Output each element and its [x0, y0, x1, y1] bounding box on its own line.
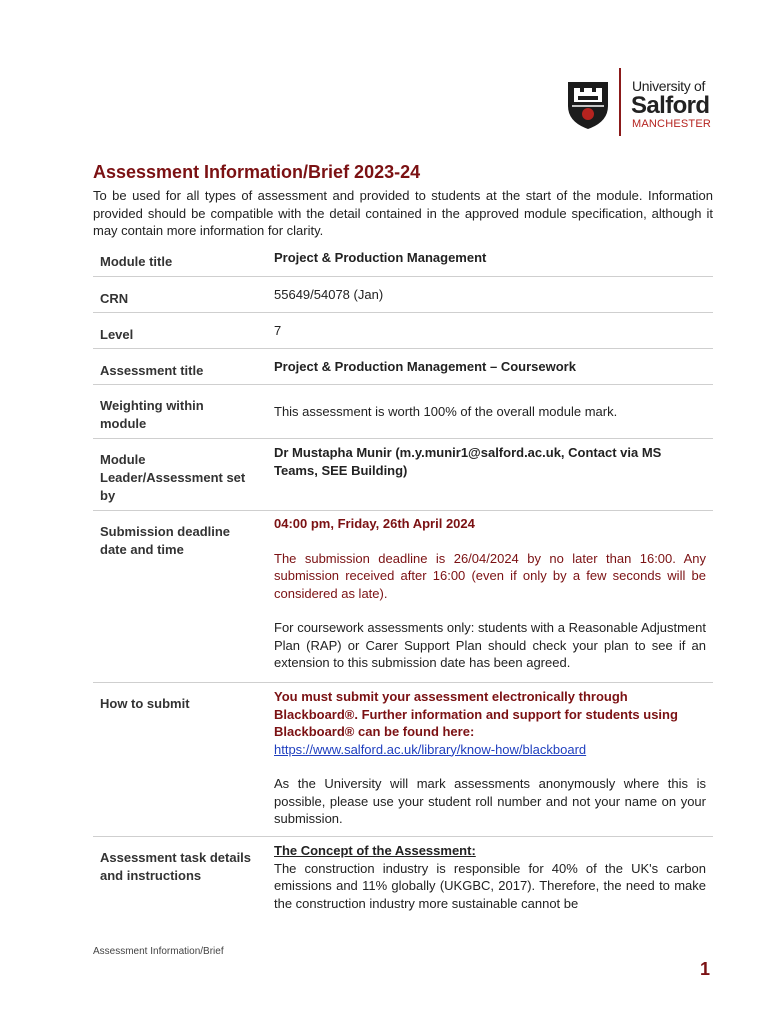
row-how-to-submit — [93, 683, 713, 837]
row-value: 55649/54078 (Jan) — [274, 287, 384, 302]
concept-paragraph: The construction industry is responsible for 40% of the UK's carbon emissions and 11% globally (UKGBC, 2017). Therefore, the need to make the construction industry more sustainable cannot be — [274, 860, 706, 911]
row-label: CRN — [100, 291, 129, 306]
deadline-headline: 04:00 pm, Friday, 26th April 2024 — [274, 516, 475, 531]
logo-line-1: University of — [632, 78, 706, 94]
row-level — [93, 313, 713, 349]
document-heading: Assessment Information/Brief 2023-24 — [93, 162, 421, 182]
row-assessment-title — [93, 349, 713, 385]
row-submission-deadline — [93, 511, 713, 683]
page-number: 1 — [700, 959, 711, 979]
row-label: Assessment task details and instructions — [100, 850, 252, 883]
row-value: Project & Production Management – Coursework — [274, 359, 576, 374]
row-label: Assessment title — [100, 363, 204, 378]
anonymous-marking-paragraph: As the University will mark assessments anonymously where this is possible, please use your student roll number and not your name on your submission. — [274, 776, 706, 826]
row-label: Weighting within module — [100, 398, 204, 431]
row-value — [274, 688, 706, 828]
row-value: 7 — [274, 323, 282, 338]
row-label: Submission deadline date and time — [100, 524, 231, 557]
row-label: Module title — [100, 254, 173, 269]
university-crest-icon — [566, 78, 610, 130]
blackboard-link[interactable]: https://www.salford.ac.uk/library/know-how/blackboard — [274, 741, 587, 757]
logo-line-3: MANCHESTER — [632, 118, 712, 130]
row-value: Dr Mustapha Munir (m.y.munir1@salford.ac.uk, Contact via MS Teams, SEE Building) — [274, 445, 662, 478]
assessment-info-table — [93, 240, 713, 922]
row-label: How to submit — [100, 696, 190, 711]
row-task-details — [93, 837, 713, 922]
footer-label: Assessment Information/Brief — [93, 946, 224, 957]
row-module-leader — [93, 439, 713, 511]
university-logo — [566, 68, 716, 138]
row-weighting — [93, 385, 713, 439]
row-module-title — [93, 240, 713, 277]
submission-instructions: You must submit your assessment electronically through Blackboard®. Further information and support for students using Blackboard® can be found here: — [274, 689, 678, 739]
row-value: This assessment is worth 100% of the overall module mark. — [274, 404, 618, 419]
row-label: Module Leader/Assessment set by — [100, 452, 246, 503]
logo-divider — [619, 68, 621, 136]
concept-subheading: The Concept of the Assessment: — [274, 843, 476, 858]
row-crn — [93, 277, 713, 313]
row-value — [274, 515, 706, 672]
intro-paragraph: To be used for all types of assessment and provided to students at the start of the module. Information provided should be compatible with the detail contained in the approved module specification, although it may contain more information for clarity. — [93, 188, 713, 238]
deadline-paragraph: The submission deadline is 26/04/2024 by no later than 16:00. Any submission received after 16:00 (even if only by a few seconds will be considered as late). — [274, 550, 706, 601]
row-label: Level — [100, 327, 134, 342]
row-value: Project & Production Management — [274, 250, 487, 265]
extension-paragraph: For coursework assessments only: students with a Reasonable Adjustment Plan (RAP) or Carer Support Plan should check your plan to see if an extension to this submission date has been agreed. — [274, 620, 706, 670]
row-value — [274, 842, 706, 912]
logo-line-2: Salford — [631, 92, 710, 119]
